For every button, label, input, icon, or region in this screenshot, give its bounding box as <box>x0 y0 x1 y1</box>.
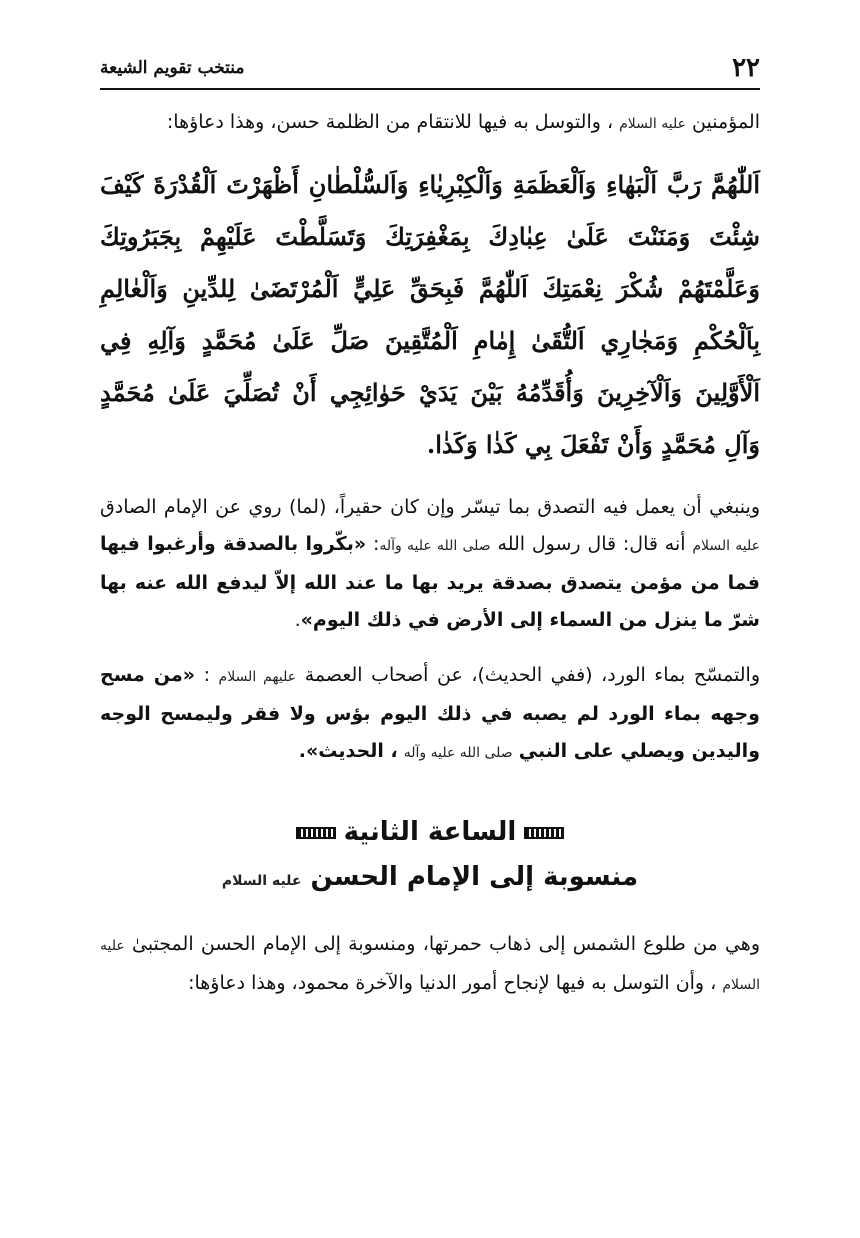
paragraph-3-colon: : <box>203 664 210 686</box>
alayhi-salam-honorific: عليه السلام <box>692 538 761 554</box>
page-number: ٢٢ <box>732 53 760 83</box>
paragraph-4-before: وهي من طلوع الشمس إلى ذهاب حمرتها، ومنسوبة إلى الإمام الحسن المجتبىٰ <box>131 933 760 955</box>
paragraph-2-intro: وينبغي أن يعمل فيه التصدق بما تيسّر وإن كان حقيراً، (لما) روي عن الإمام الصادق <box>100 496 760 518</box>
alayhi-salam-honorific: عليه السلام <box>221 873 302 889</box>
paragraph-2-end: . <box>294 609 301 631</box>
paragraph-1-after: ، والتوسل به فيها للانتقام من الظلمة حسن، وهذا دعاؤها: <box>166 111 614 133</box>
salla-allah-honorific: صلى الله عليه وآله <box>403 745 513 761</box>
section-heading <box>100 810 760 854</box>
paragraph-3-hadith-start: «من مسح وجهه بماء الورد لم يصبه في ذلك اليوم بؤس ولا فقر وليمسح الوجه واليدين ويصلي على النبي <box>100 664 760 762</box>
section-subtitle-line <box>100 854 760 904</box>
alayhi-salam-honorific: عليه السلام <box>100 938 760 993</box>
paragraph-1 <box>100 104 760 143</box>
paragraph-3 <box>100 657 760 772</box>
paragraph-3-intro: والتمسّح بماء الورد، (ففي الحديث)، عن أصحاب العصمة <box>304 664 761 686</box>
alayhi-salam-honorific: عليه السلام <box>619 116 686 132</box>
paragraph-2-hadith: «بكّروا بالصدقة وأرغبوا فيها فما من مؤمن يتصدق بصدقة يريد بها ما عند الله إلاّ ليدفع الله عنه بها شرّ ما ينزل من السماء إلى الأرض في ذلك اليوم» <box>100 533 760 631</box>
paragraph-3-hadith-end: ، الحديث». <box>298 740 398 762</box>
paragraph-2 <box>100 489 760 639</box>
section-subtitle: منسوبة إلى الإمام الحسن <box>310 862 639 892</box>
paragraph-1-before: المؤمنين <box>692 111 760 133</box>
ornament-icon <box>296 827 336 839</box>
paragraph-2-mid: أنه قال: قال رسول الله <box>497 533 686 555</box>
book-title: منتخب تقويم الشيعة <box>100 58 245 78</box>
paragraph-4-after: ، وأن التوسل به فيها لإنجاح أمور الدنيا والآخرة محمود، وهذا دعاؤها: <box>188 972 717 994</box>
alayhim-salam-honorific: عليهم السلام <box>218 669 297 685</box>
page-content <box>100 104 760 1004</box>
paragraph-4 <box>100 926 760 1004</box>
salla-allah-honorific: صلى الله عليه وآله <box>379 538 491 554</box>
prayer-text: اَللّٰهُمَّ رَبَّ اَلْبَهٰاءِ وَاَلْعَظَمَةِ وَاَلْكِبْرِيٰاءِ وَاَلسُّلْطٰانِ أَظْهَرْتَ اَلْقُدْرَةَ كَيْفَ شِئْتَ وَمَنَنْتَ عَلَىٰ عِبٰادِكَ بِمَغْفِرَتِكَ وَتَسَلَّطْتَ عَلَيْهِمْ بِجَبَرُوتِكَ وَعَلَّمْتَهُمْ شُكْرَ نِعْمَتِكَ اَللّٰهُمَّ فَبِحَقِّ عَلِيٍّ اَلْمُرْتَضَىٰ لِلدِّينِ وَاَلْعٰالِمِ بِاَلْحُكْمِ وَمَجٰارِي اَلتُّقَىٰ إِمٰامِ اَلْمُتَّقِينَ صَلِّ عَلَىٰ مُحَمَّدٍ وَآلِهِ فِي اَلْأَوَّلِينَ وَاَلْآخِرِينَ وَأُقَدِّمُهُ بَيْنَ يَدَيْ حَوٰائِجِي أَنْ تُصَلِّيَ عَلَىٰ مُحَمَّدٍ وَآلِ مُحَمَّدٍ وَأَنْ تَفْعَلَ بِي كَذٰا وَكَذٰا. <box>100 170 760 459</box>
ornament-icon <box>524 827 564 839</box>
section-title: الساعة الثانية <box>343 817 517 847</box>
paragraph-2-colon: : <box>372 533 380 555</box>
page-header <box>100 48 760 90</box>
